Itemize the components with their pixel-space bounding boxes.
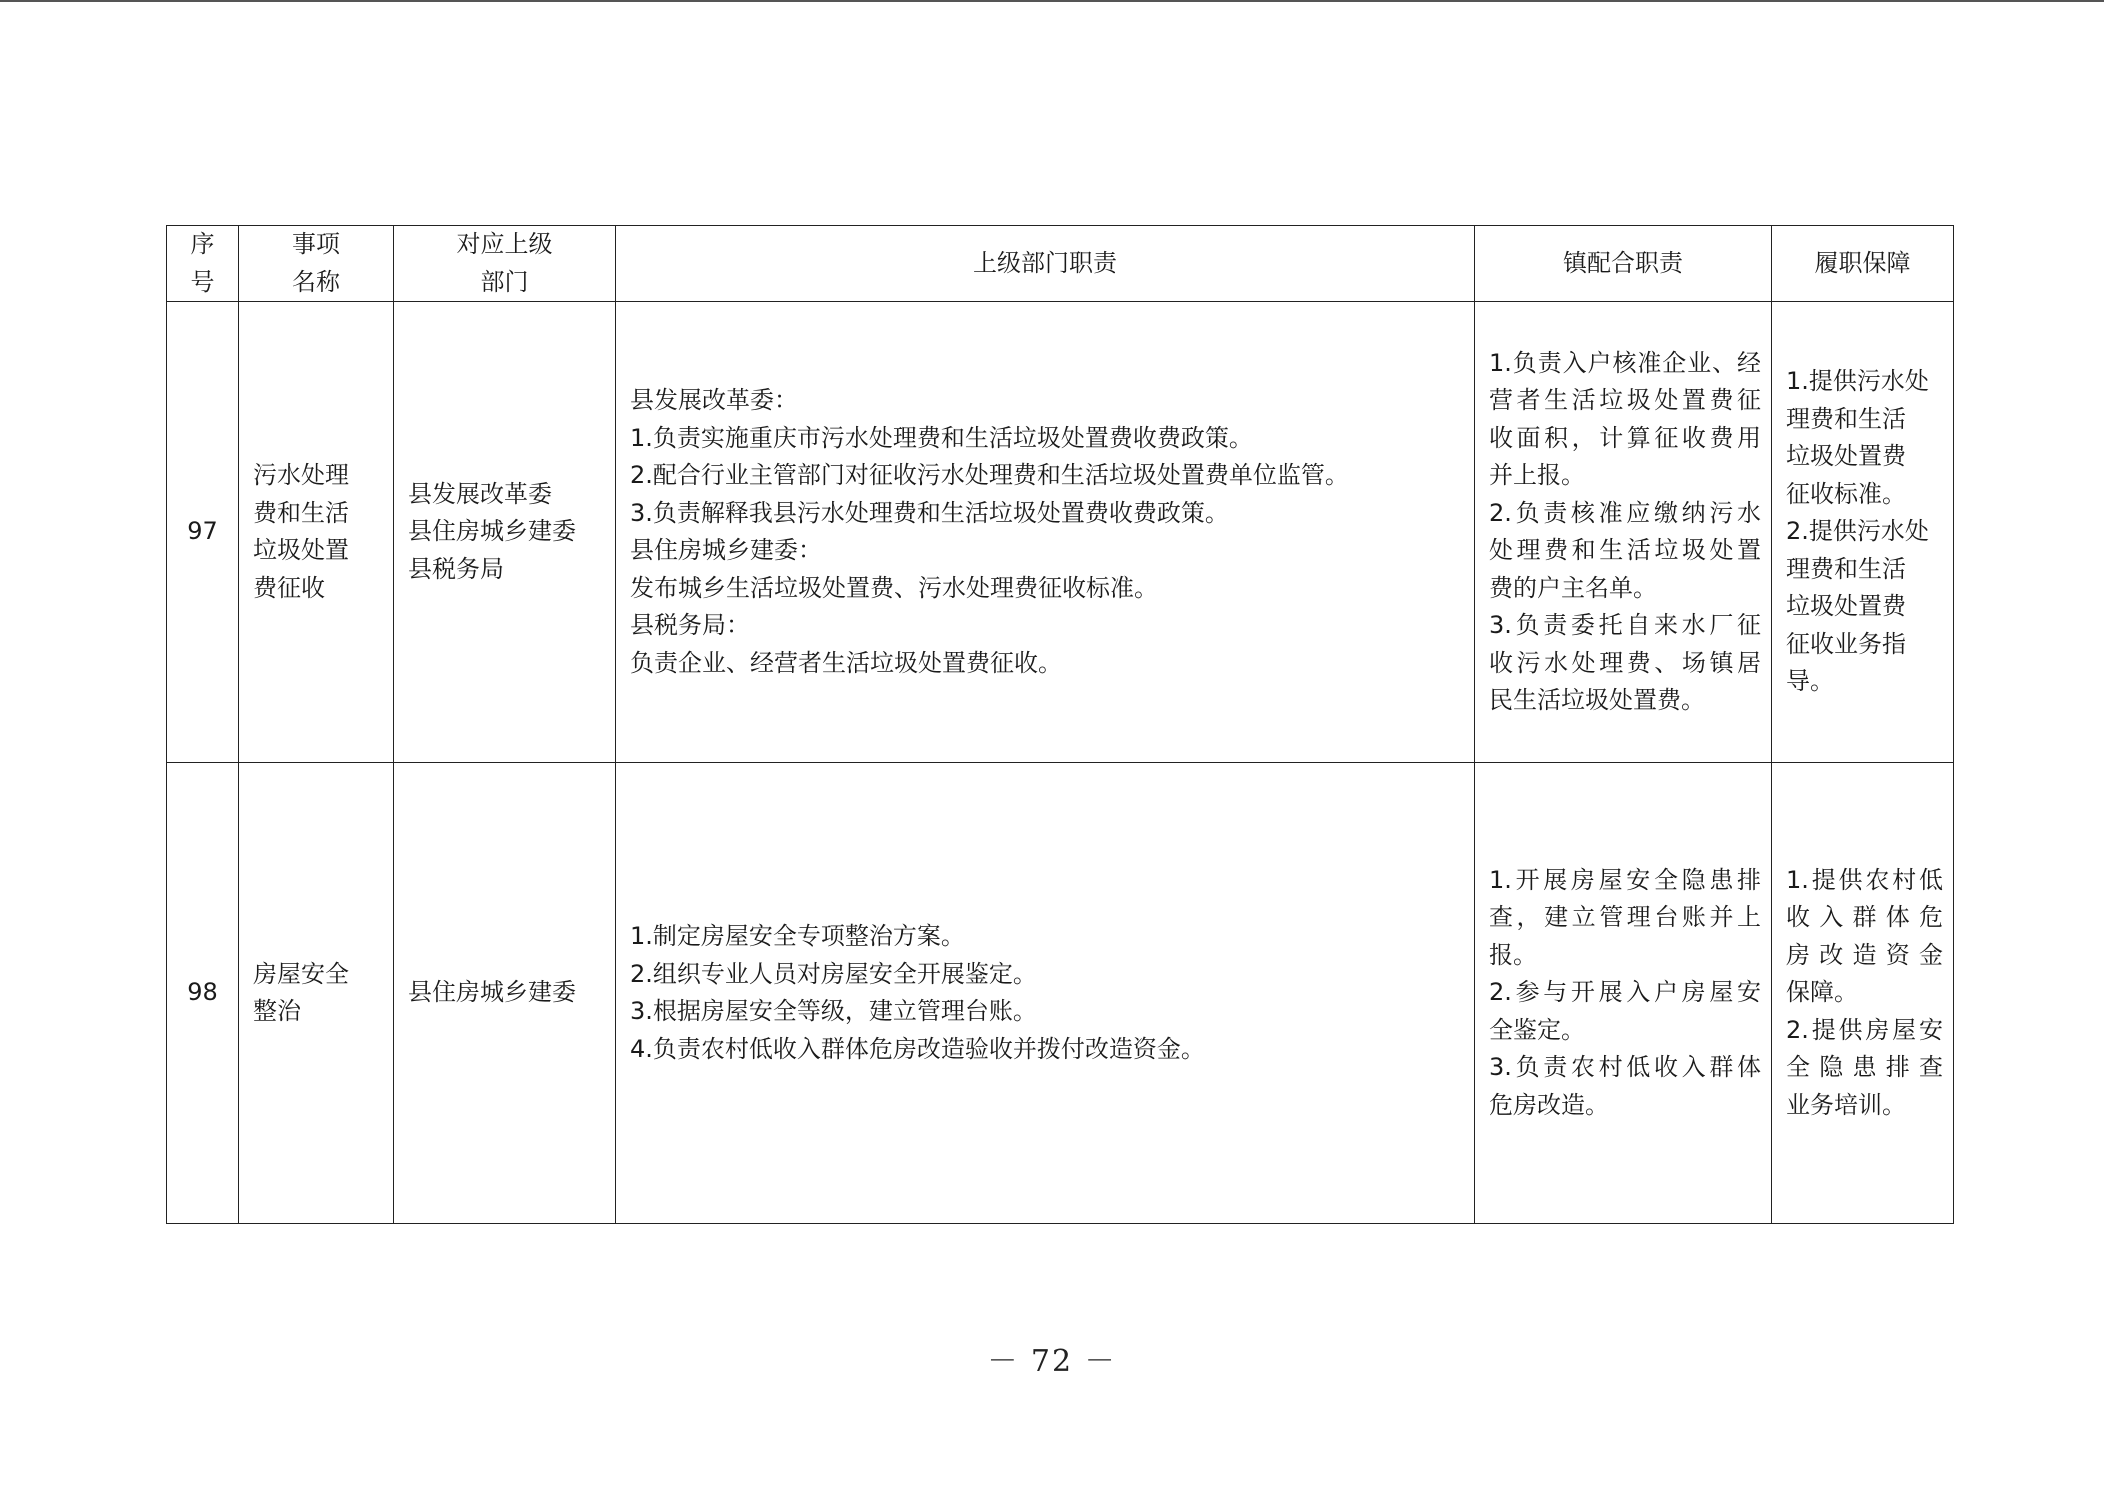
department-line: 县税务局 (408, 554, 504, 583)
header-num-line: 序 (190, 230, 215, 258)
town-duty-line: 危房改造。 (1489, 1090, 1609, 1119)
duty-line: 县税务局： (630, 611, 750, 639)
table-header-row (167, 226, 1954, 302)
duty-line: 2.组织专业人员对房屋安全开展鉴定。 (630, 959, 1037, 988)
town-duty-line: 处理费和生活垃圾处置 (1489, 536, 1761, 564)
item-name-line: 房屋安全 (253, 959, 349, 988)
guarantee-line: 理费和生活 (1786, 554, 1906, 583)
duty-line: 县发展改革委： (630, 386, 798, 414)
duty-line: 1.制定房屋安全专项整治方案。 (630, 922, 965, 950)
item-name-line: 整治 (253, 997, 301, 1025)
performance-guarantee (1772, 302, 1954, 763)
guarantee-line: 1.提供农村低 (1786, 865, 1943, 894)
town-duty-line: 收面积，计算征收费用 (1489, 423, 1761, 452)
header-guarantee: 履职保障 (1772, 226, 1954, 302)
row-number: 98 (167, 763, 239, 1224)
item-name-line: 费征收 (253, 573, 325, 602)
header-dept-line: 部门 (480, 267, 529, 296)
guarantee-line: 理费和生活 (1786, 404, 1906, 433)
town-duty-line: 2.参与开展入户房屋安 (1489, 978, 1761, 1007)
duty-line: 发布城乡生活垃圾处置费、污水处理费征收标准。 (630, 573, 1158, 602)
performance-guarantee (1772, 763, 1954, 1224)
superior-department (394, 302, 616, 763)
table-row (167, 763, 1954, 1224)
department-line: 县发展改革委 (408, 479, 552, 508)
guarantee-line: 垃圾处置费 (1786, 442, 1906, 471)
duty-table (166, 225, 1954, 1224)
guarantee-line: 业务培训。 (1786, 1090, 1906, 1119)
page-number: － 72 － (987, 1344, 1117, 1379)
duty-line: 3.根据房屋安全等级，建立管理台账。 (630, 997, 1037, 1025)
row-number: 97 (167, 302, 239, 763)
department-line: 县住房城乡建委 (408, 978, 576, 1007)
town-duty-line: 营者生活垃圾处置费征 (1489, 386, 1761, 414)
item-name (239, 302, 394, 763)
duty-line: 2.配合行业主管部门对征收污水处理费和生活垃圾处置费单位监管。 (630, 461, 1349, 489)
town-duty-line: 1.开展房屋安全隐患排 (1489, 865, 1761, 894)
page-top-border (0, 0, 2104, 2)
superior-department (394, 763, 616, 1224)
header-dept-line: 对应上级 (456, 230, 553, 258)
header-name (239, 226, 394, 302)
table-row (167, 302, 1954, 763)
department-line: 县住房城乡建委 (408, 517, 576, 546)
item-name-line: 费和生活 (253, 498, 349, 527)
guarantee-line: 保障。 (1786, 978, 1858, 1007)
header-duty: 上级部门职责 (616, 226, 1475, 302)
guarantee-line: 征收标准。 (1786, 479, 1906, 508)
town-duty-line: 全鉴定。 (1489, 1015, 1585, 1044)
town-duty-line: 3.负责农村低收入群体 (1489, 1053, 1761, 1082)
town-duty-line: 并上报。 (1489, 461, 1585, 489)
guarantee-line: 2.提供房屋安 (1786, 1015, 1943, 1044)
town-duty-line: 3.负责委托自来水厂征 (1489, 611, 1761, 639)
town-duty-line: 1.负责入户核准企业、经 (1489, 348, 1761, 377)
header-num-line: 号 (190, 267, 215, 296)
duty-line: 3.负责解释我县污水处理费和生活垃圾处置费收费政策。 (630, 498, 1229, 527)
town-duty-line: 民生活垃圾处置费。 (1489, 686, 1705, 714)
guarantee-line: 导。 (1786, 667, 1834, 696)
guarantee-line: 1.提供污水处 (1786, 367, 1929, 396)
guarantee-line: 2.提供污水处 (1786, 517, 1929, 546)
header-num (167, 226, 239, 302)
duty-line: 县住房城乡建委： (630, 536, 822, 564)
guarantee-line: 征收业务指 (1786, 629, 1906, 658)
town-duty-line: 收污水处理费、场镇居 (1489, 648, 1761, 677)
town-duty-line: 2.负责核准应缴纳污水 (1489, 498, 1761, 527)
guarantee-line: 收入群体危 (1786, 903, 1943, 932)
item-name-line: 污水处理 (253, 461, 349, 489)
item-name (239, 763, 394, 1224)
item-name-line: 垃圾处置 (253, 536, 349, 564)
town-duties (1475, 302, 1772, 763)
header-name-line: 事项 (292, 230, 340, 258)
duty-line: 4.负责农村低收入群体危房改造验收并拨付改造资金。 (630, 1034, 1205, 1063)
header-name-line: 名称 (292, 267, 340, 296)
guarantee-line: 全隐患排查 (1786, 1053, 1943, 1082)
duty-line: 1.负责实施重庆市污水处理费和生活垃圾处置费收费政策。 (630, 423, 1253, 452)
superior-duties (616, 302, 1475, 763)
header-town: 镇配合职责 (1475, 226, 1772, 302)
duty-line: 负责企业、经营者生活垃圾处置费征收。 (630, 648, 1062, 677)
guarantee-line: 房改造资金 (1786, 940, 1943, 969)
superior-duties (616, 763, 1475, 1224)
header-dept (394, 226, 616, 302)
town-duty-line: 报。 (1489, 940, 1537, 969)
town-duty-line: 费的户主名单。 (1489, 573, 1657, 602)
guarantee-line: 垃圾处置费 (1786, 592, 1906, 621)
town-duty-line: 查，建立管理台账并上 (1489, 903, 1761, 932)
town-duties (1475, 763, 1772, 1224)
